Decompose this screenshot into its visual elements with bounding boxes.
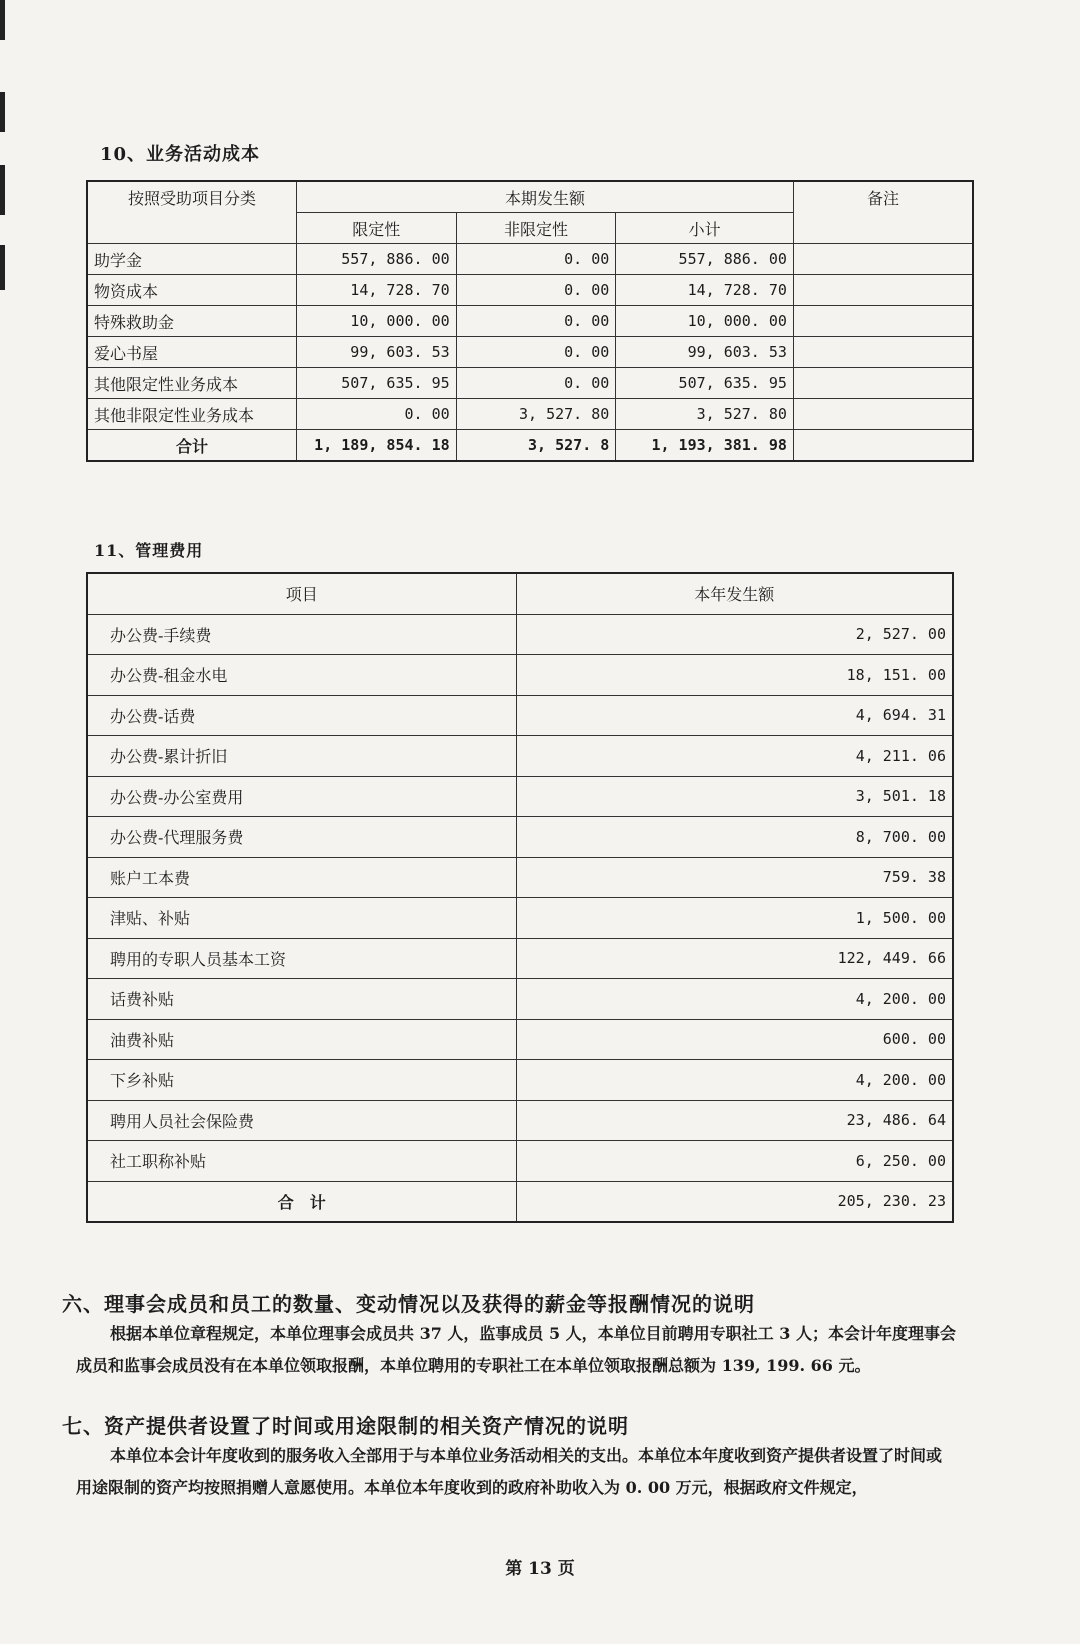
row-name: 津贴、补贴 — [87, 898, 516, 939]
management-expense-table — [86, 572, 954, 1223]
total-row — [87, 430, 973, 462]
row-amount: 4, 694. 31 — [516, 695, 953, 736]
row-unrestricted: 0. 00 — [456, 244, 616, 275]
row-remarks — [793, 306, 973, 337]
header-amount: 本年发生额 — [516, 573, 953, 614]
row-name: 办公费-话费 — [87, 695, 516, 736]
binder-mark — [0, 92, 5, 132]
row-remarks — [793, 275, 973, 306]
table-row — [87, 275, 973, 306]
row-name: 下乡补贴 — [87, 1060, 516, 1101]
page-number: 第 13 页 — [505, 1559, 575, 1579]
row-amount: 3, 501. 18 — [516, 776, 953, 817]
row-remarks — [793, 399, 973, 430]
row-restricted: 10, 000. 00 — [296, 306, 456, 337]
row-amount: 2, 527. 00 — [516, 614, 953, 655]
row-amount: 122, 449. 66 — [516, 938, 953, 979]
row-name: 助学金 — [87, 244, 296, 275]
table-row — [87, 817, 953, 858]
business-cost-table — [86, 180, 974, 462]
row-unrestricted: 0. 00 — [456, 275, 616, 306]
row-name: 聘用的专职人员基本工资 — [87, 938, 516, 979]
table-row — [87, 614, 953, 655]
row-amount: 23, 486. 64 — [516, 1100, 953, 1141]
total-amount: 205, 230. 23 — [516, 1181, 953, 1222]
row-subtotal: 557, 886. 00 — [616, 244, 794, 275]
table-row — [87, 1019, 953, 1060]
table-row — [87, 337, 973, 368]
row-name: 社工职称补贴 — [87, 1141, 516, 1182]
row-restricted: 507, 635. 95 — [296, 368, 456, 399]
row-restricted: 557, 886. 00 — [296, 244, 456, 275]
row-name: 话费补贴 — [87, 979, 516, 1020]
table-row — [87, 306, 973, 337]
section6-paragraph: 根据本单位章程规定，本单位理事会成员共 37 人，监事成员 5 人，本单位目前聘用专职社工 3 人；本会计年度理事会成员和监事会成员没有在本单位领取报酬，本单位聘用的专职社工在本单位领取报酬总额为 139, 199. 66 元。 — [76, 1324, 956, 1375]
table-row — [87, 938, 953, 979]
table-row — [87, 1100, 953, 1141]
header-category: 按照受助项目分类 — [87, 181, 296, 244]
binder-mark — [0, 0, 5, 40]
row-unrestricted: 3, 527. 80 — [456, 399, 616, 430]
table-row — [87, 244, 973, 275]
binder-mark — [0, 245, 5, 290]
header-unrestricted: 非限定性 — [456, 213, 616, 244]
binder-mark — [0, 165, 5, 215]
section7-paragraph: 本单位本会计年度收到的服务收入全部用于与本单位业务活动相关的支出。本单位本年度收到资产提供者设置了时间或用途限制的资产均按照捐赠人意愿使用。本单位本年度收到的政府补助收入为 0. 00 万元，根据政府文件规定， — [76, 1446, 943, 1497]
row-restricted: 0. 00 — [296, 399, 456, 430]
table-row — [87, 979, 953, 1020]
total-unrestricted: 3, 527. 8 — [456, 430, 616, 462]
row-unrestricted: 0. 00 — [456, 337, 616, 368]
section7-title: 七、资产提供者设置了时间或用途限制的相关资产情况的说明 — [62, 1414, 629, 1438]
row-name: 聘用人员社会保险费 — [87, 1100, 516, 1141]
row-remarks — [793, 337, 973, 368]
row-name: 办公费-代理服务费 — [87, 817, 516, 858]
table-row — [87, 776, 953, 817]
row-name: 物资成本 — [87, 275, 296, 306]
table-row — [87, 857, 953, 898]
row-name: 办公费-租金水电 — [87, 655, 516, 696]
header-subtotal: 小计 — [616, 213, 794, 244]
row-remarks — [793, 244, 973, 275]
row-name: 油费补贴 — [87, 1019, 516, 1060]
header-item: 项目 — [87, 573, 516, 614]
header-remarks: 备注 — [793, 181, 973, 244]
row-amount: 600. 00 — [516, 1019, 953, 1060]
row-subtotal: 3, 527. 80 — [616, 399, 794, 430]
row-name: 爱心书屋 — [87, 337, 296, 368]
total-subtotal: 1, 193, 381. 98 — [616, 430, 794, 462]
total-name: 合 计 — [87, 1181, 516, 1222]
row-amount: 4, 211. 06 — [516, 736, 953, 777]
total-row — [87, 1181, 953, 1222]
row-subtotal: 99, 603. 53 — [616, 337, 794, 368]
row-subtotal: 10, 000. 00 — [616, 306, 794, 337]
total-restricted: 1, 189, 854. 18 — [296, 430, 456, 462]
section6-title: 六、理事会成员和员工的数量、变动情况以及获得的薪金等报酬情况的说明 — [62, 1292, 755, 1316]
row-amount: 6, 250. 00 — [516, 1141, 953, 1182]
row-remarks — [793, 368, 973, 399]
row-subtotal: 14, 728. 70 — [616, 275, 794, 306]
row-name: 其他限定性业务成本 — [87, 368, 296, 399]
total-remarks — [793, 430, 973, 462]
table-row — [87, 655, 953, 696]
row-unrestricted: 0. 00 — [456, 368, 616, 399]
row-name: 其他非限定性业务成本 — [87, 399, 296, 430]
row-restricted: 99, 603. 53 — [296, 337, 456, 368]
header-current-period: 本期发生额 — [296, 181, 793, 213]
row-amount: 4, 200. 00 — [516, 1060, 953, 1101]
table-row — [87, 736, 953, 777]
table-row — [87, 695, 953, 736]
row-unrestricted: 0. 00 — [456, 306, 616, 337]
row-amount: 4, 200. 00 — [516, 979, 953, 1020]
header-restricted: 限定性 — [296, 213, 456, 244]
row-amount: 18, 151. 00 — [516, 655, 953, 696]
row-name: 特殊救助金 — [87, 306, 296, 337]
section10-title: 10、业务活动成本 — [100, 144, 261, 165]
table-row — [87, 368, 973, 399]
row-name: 办公费-办公室费用 — [87, 776, 516, 817]
table-row — [87, 1141, 953, 1182]
row-name: 账户工本费 — [87, 857, 516, 898]
row-name: 办公费-手续费 — [87, 614, 516, 655]
section11-title: 11、管理费用 — [94, 541, 204, 560]
row-subtotal: 507, 635. 95 — [616, 368, 794, 399]
table-row — [87, 898, 953, 939]
row-name: 办公费-累计折旧 — [87, 736, 516, 777]
row-amount: 8, 700. 00 — [516, 817, 953, 858]
total-name: 合计 — [87, 430, 296, 462]
row-amount: 1, 500. 00 — [516, 898, 953, 939]
table-row — [87, 1060, 953, 1101]
table-row — [87, 399, 973, 430]
row-restricted: 14, 728. 70 — [296, 275, 456, 306]
row-amount: 759. 38 — [516, 857, 953, 898]
